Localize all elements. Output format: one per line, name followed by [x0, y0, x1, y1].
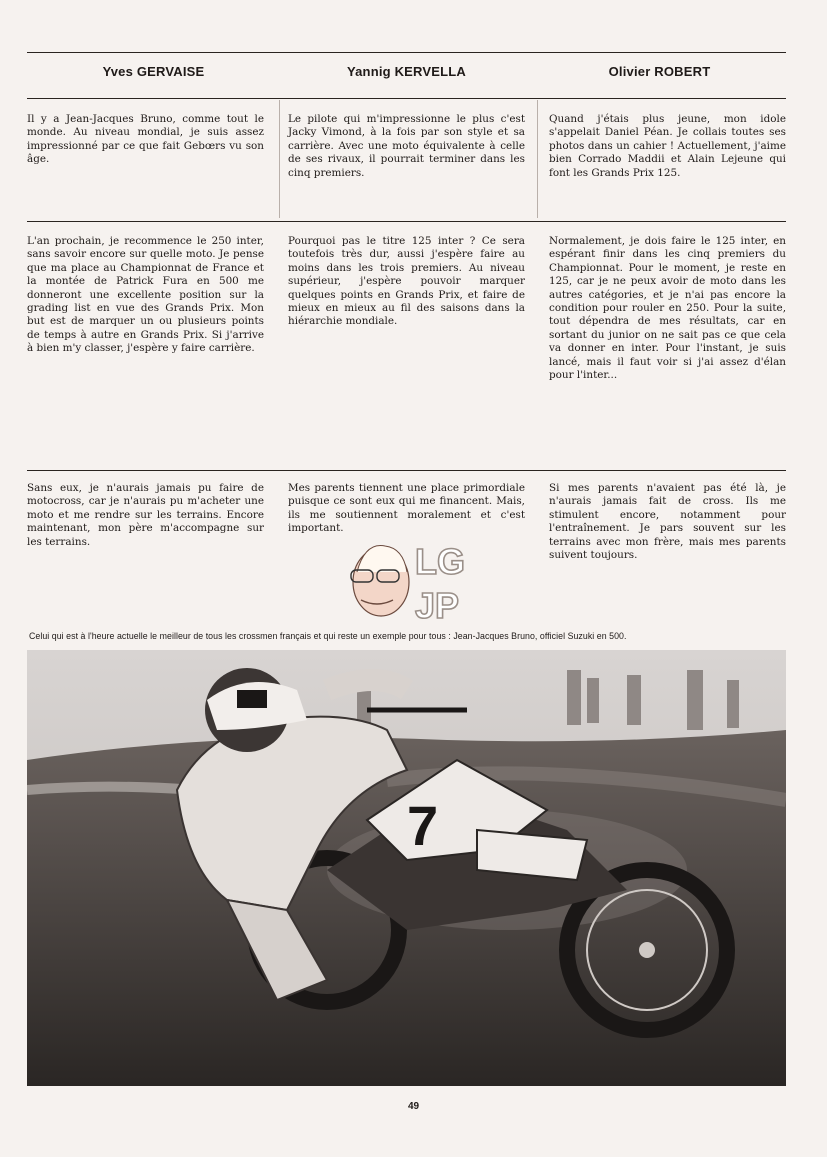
cell-gervaise-idols: Il y a Jean-Jacques Bruno, comme tout le monde. Au niveau mondial, je suis assez impressionné par ce que fait Gebœrs vu son âge. [27, 113, 264, 166]
cell-kervella-plans: Pourquoi pas le titre 125 inter ? Ce sera toutefois très dur, aussi j'espère faire au moins dans les trois premiers. Au niveau supérieur, j'espère pouvoir marquer quelques points en Grands Prix, et faire de mieux en mieux au fil des saisons dans la hiérarchie mondiale. [288, 235, 525, 328]
cell-kervella-parents: Mes parents tiennent une place primordiale puisque ce sont eux qui me financent. Mais, ils me soutiennent moralement et c'est important. [288, 482, 525, 535]
top-rule [27, 52, 786, 53]
header-gervaise: Yves GERVAISE [102, 64, 205, 79]
page-number: 49 [407, 1101, 420, 1112]
cell-kervella-idols: Le pilote qui m'impressionne le plus c'est Jacky Vimond, à la fois par son style et sa carrière. Avec une moto équivalente à celle de ses rivaux, il pourrait terminer dans les cinq premiers. [288, 113, 525, 179]
header-robert: Olivier ROBERT [608, 64, 711, 79]
header-rule [27, 98, 786, 99]
row-idols [27, 113, 786, 180]
cell-gervaise-parents: Sans eux, je n'aurais jamais pu faire de motocross, car je n'aurais pu m'acheter une moto et me rendre sur les terrains. Encore maintenant, mon père m'accompagne sur les terrains. [27, 482, 264, 548]
logo-letters-top: LG [415, 541, 465, 582]
cell-gervaise-plans: L'an prochain, je recommence le 250 inter, sans savoir encore sur quelle moto. Je pense que ma place au Championnat de France et la montée de Patrick Fura en 500 me donneront une excellente position sur la grading list en vue des Grands Prix. Mon but est de marquer un ou plusieurs points de temps à autre en Grands Prix. Si j'arrive à bien m'y classer, j'espère y faire carrière. [27, 235, 264, 355]
caricature-logo [345, 532, 475, 627]
cell-robert-idols: Quand j'étais plus jeune, mon idole s'appelait Daniel Péan. Je collais toutes ses photos dans un cahier ! Actuellement, j'aime bien Corrado Maddii et Alain Lejeune qui font les Grands Prix 125. [549, 113, 786, 179]
column-headers [27, 64, 786, 79]
row-rule-1 [27, 221, 786, 222]
race-number: 7 [407, 794, 439, 857]
cell-robert-plans: Normalement, je dois faire le 125 inter, en espérant finir dans les cinq premiers du Championnat. Pour le moment, je reste en 125, car je ne peux avoir de moto dans les autres catégories, et je n'ai pas encore la condition pour rouler en 250. Pour la suite, tout dépendra de mes résultats, car en sortant du junior on ne sait pas ce que cela va donner en inter. Pour l'instant, je suis lancé, mais il faut voir si j'ai assez d'élan pour l'inter... [549, 235, 786, 382]
motocross-photo [27, 650, 786, 1086]
row-rule-2 [27, 470, 786, 471]
logo-letters-bottom: JP [415, 585, 460, 626]
header-kervella: Yannig KERVELLA [346, 64, 467, 79]
photo-caption: Celui qui est à l'heure actuelle le meilleur de tous les crossmen français et qui reste un exemple pour tous : Jean-Jacques Bruno, officiel Suzuki en 500. [29, 631, 627, 641]
row-plans [27, 235, 786, 382]
cell-robert-parents: Si mes parents n'avaient pas été là, je n'aurais jamais fait de cross. Ils me stimulent encore, notamment pour l'entraînement. Je pars souvent sur les terrains avec mon frère, mais mes parents suivent toujours. [549, 482, 786, 562]
